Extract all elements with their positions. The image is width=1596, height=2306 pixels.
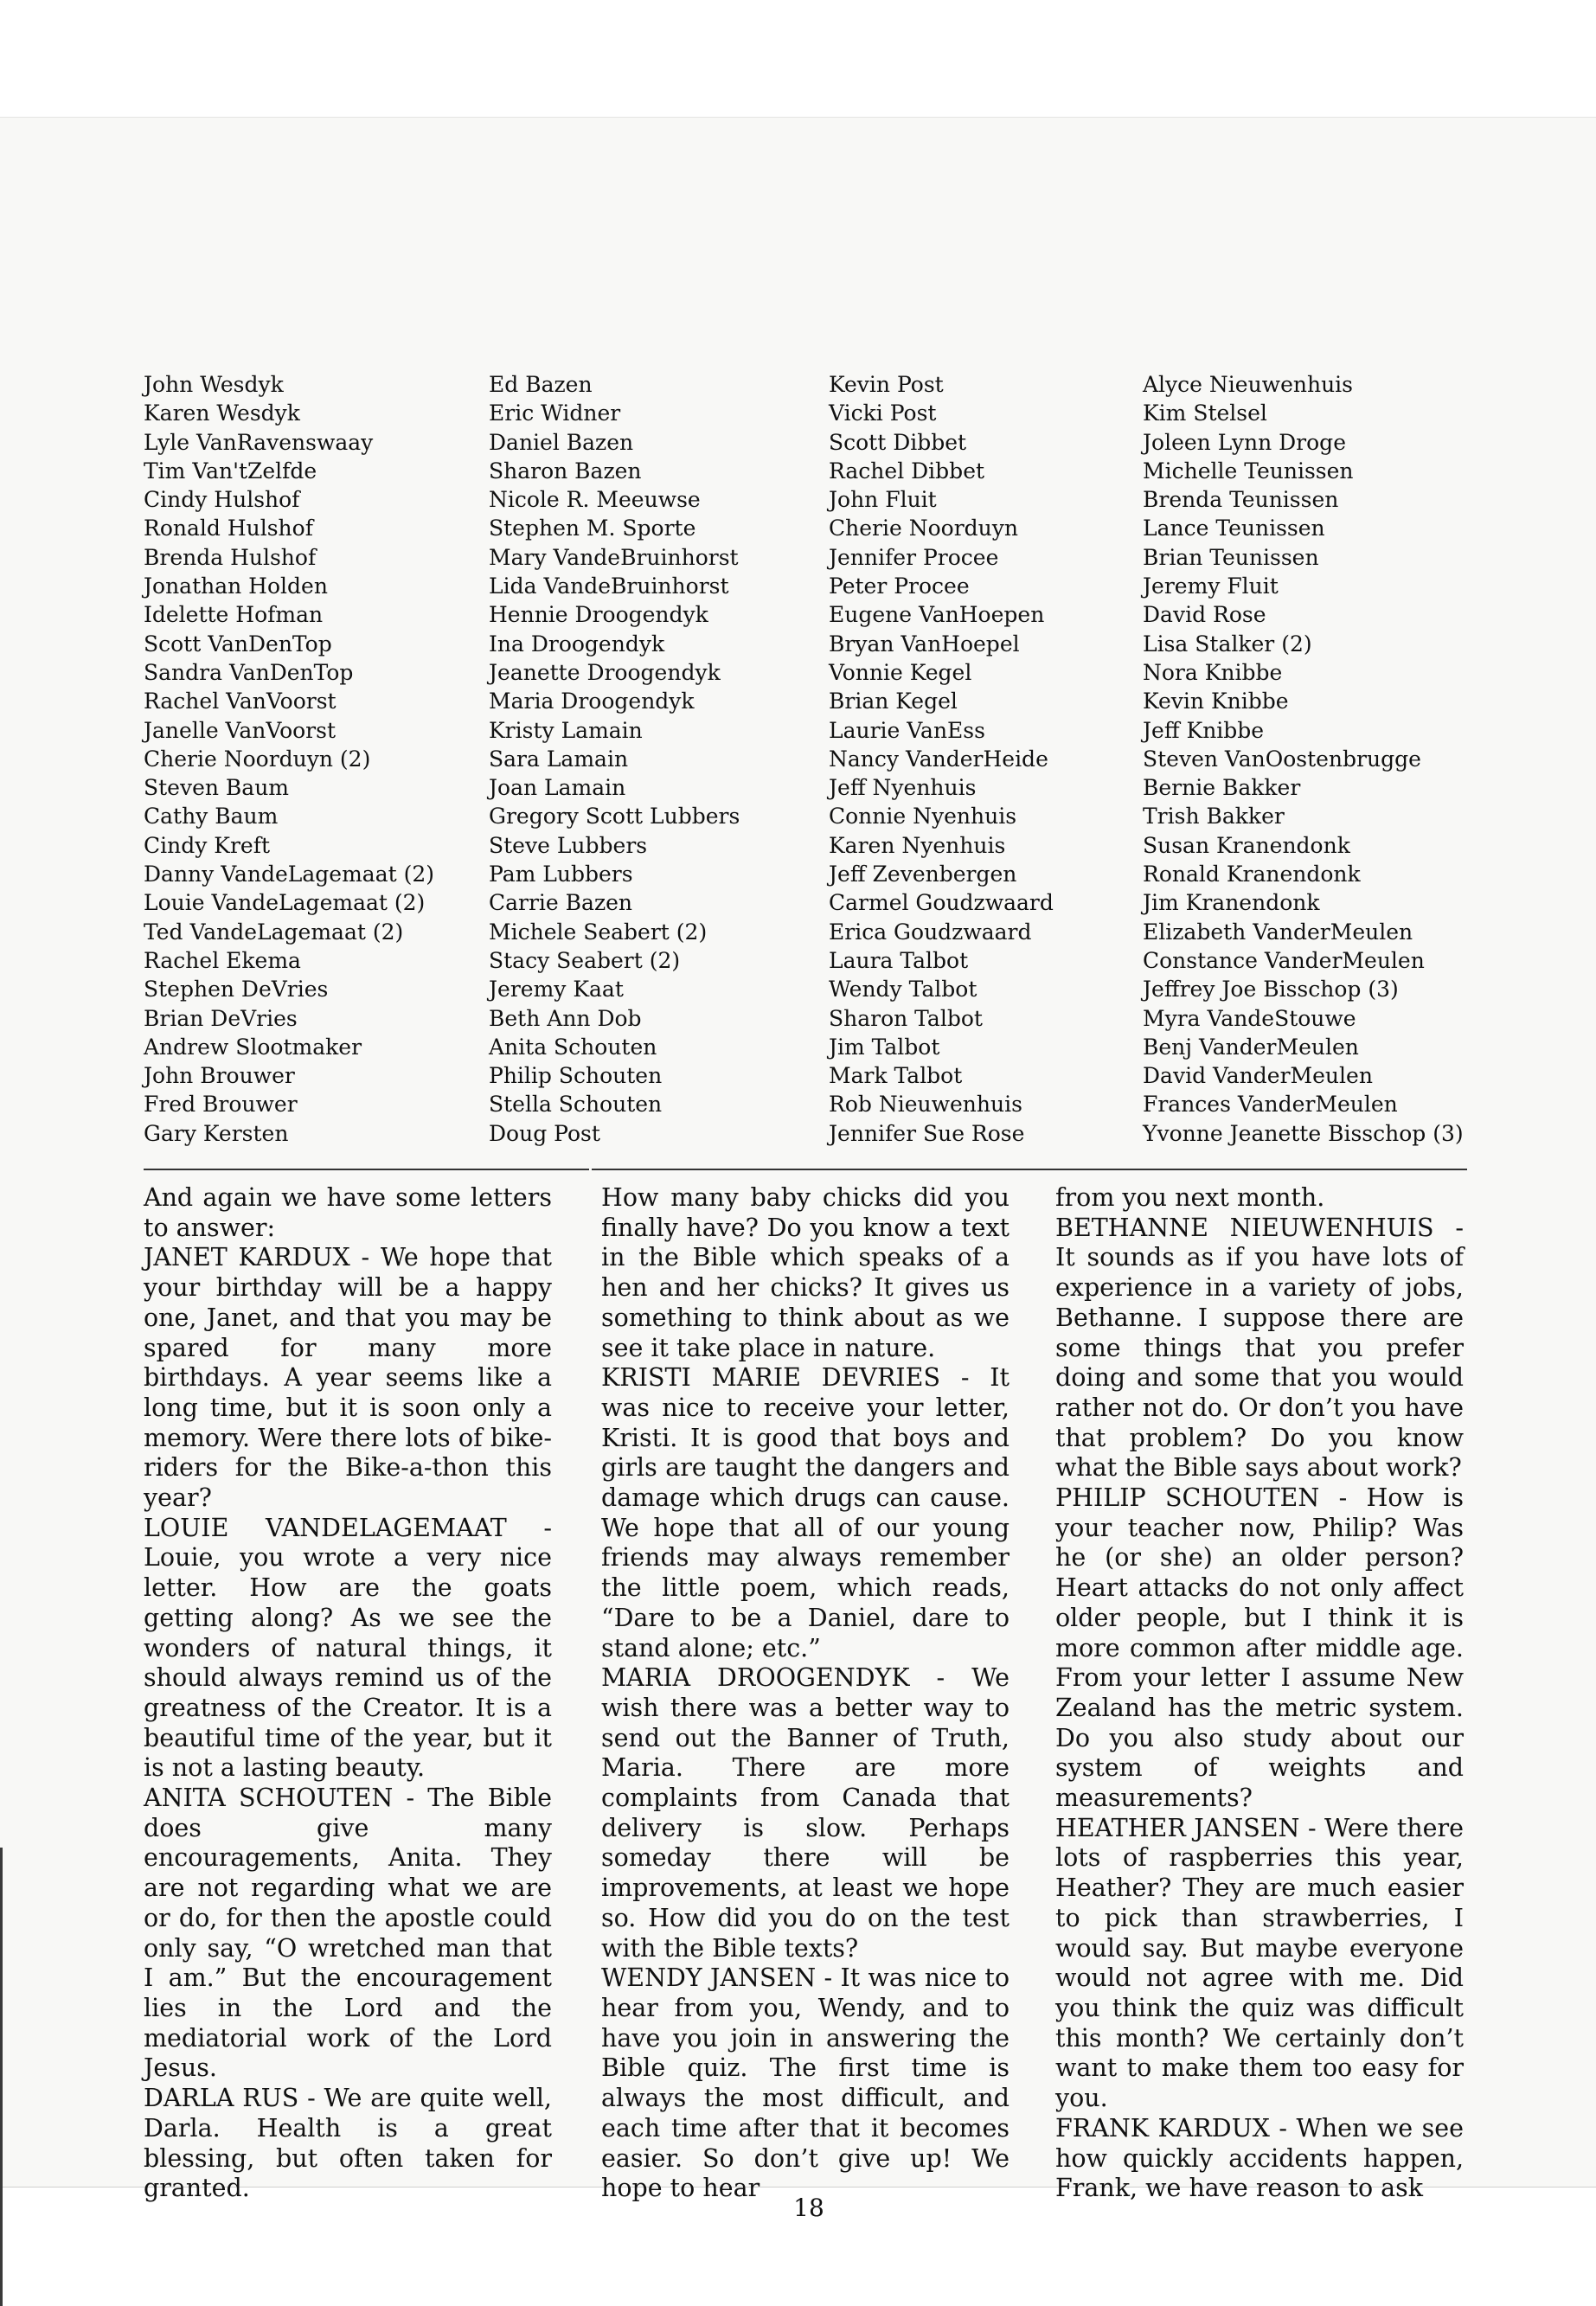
name-entry: Nicole R. Meeuwse (489, 487, 701, 513)
name-entry: Laura Talbot (829, 947, 969, 973)
name-entry: Stella Schouten (489, 1092, 663, 1118)
name-entry: Carmel Goudzwaard (829, 890, 1054, 916)
name-entry: Steve Lubbers (489, 832, 648, 858)
name-entry: Susan Kranendonk (1143, 832, 1350, 858)
name-entry: Stephen M. Sporte (489, 516, 696, 541)
name-entry: Laurie VanEss (829, 717, 985, 743)
letter-frank-kardux: FRANK KARDUX - When we see how quickly accidents happen, Frank, we have reason to ask (1055, 2113, 1464, 2203)
name-entry: Brenda Teunissen (1143, 487, 1339, 513)
letters-column-3 (1055, 1183, 1464, 2204)
letters-column-1 (144, 1183, 552, 2204)
name-entry: Cindy Hulshof (144, 487, 300, 513)
names-column-2 (489, 370, 740, 1148)
section-divider-right (592, 1169, 1467, 1170)
name-entry: Beth Ann Dob (489, 1005, 642, 1031)
name-entry: Sharon Talbot (829, 1005, 983, 1031)
name-entry: Cherie Noorduyn (2) (144, 746, 371, 772)
name-entry: Philip Schouten (489, 1063, 663, 1089)
name-entry: David Rose (1143, 602, 1266, 628)
letter-kristi-devries: KRISTI MARIE DEVRIES - It was nice to receive your letter, Kristi. It is good that boys and girls are taught the dangers and damage which drugs can cause. We hope that all of our young friends may always remember the little poem, which reads, “Dare to be a Daniel, dare to stand alone; etc.” (601, 1363, 1010, 1662)
name-entry: Kevin Knibbe (1143, 689, 1289, 714)
name-entry: Mary VandeBruinhorst (489, 544, 739, 570)
name-entry: Sara Lamain (489, 746, 629, 772)
name-entry: Ted VandeLagemaat (2) (144, 919, 404, 945)
scanned-page (0, 117, 1596, 2222)
name-entry: Fred Brouwer (144, 1092, 298, 1118)
names-column-3 (829, 370, 1054, 1148)
letter-heather-jansen: HEATHER JANSEN - Were there lots of raspberries this year, Heather? They are much easier to pick than strawberries, I would say. But maybe everyone would not agree with me. Did you think the quiz was difficult this month? We certainly don’t want to make them too easy for you. (1055, 1813, 1464, 2113)
name-entry: Steven Baum (144, 775, 290, 801)
letter-bethanne-nieuwenhuis: BETHANNE NIEUWENHUIS - It sounds as if you have lots of experience in a variety of jobs, Bethanne. I suppose there are some things that you prefer doing and some that you would rather not do. Or don’t you have that problem? Do you know what the Bible says about work? (1055, 1213, 1464, 1483)
name-entry: Gregory Scott Lubbers (489, 804, 740, 830)
name-entry: Gary Kersten (144, 1120, 289, 1146)
name-entry: Vonnie Kegel (829, 659, 972, 685)
name-entry: Jeff Zevenbergen (829, 862, 1017, 887)
name-entry: Brian Teunissen (1143, 544, 1319, 570)
name-entry: Stacy Seabert (2) (489, 947, 681, 973)
name-entry: Jeffrey Joe Bisschop (3) (1143, 977, 1399, 1002)
letters-column-2 (601, 1183, 1010, 2204)
name-entry: Ronald Kranendonk (1143, 862, 1361, 887)
name-entry: Alyce Nieuwenhuis (1143, 372, 1354, 397)
name-entry: Frances VanderMeulen (1143, 1092, 1398, 1118)
name-entry: Myra VandeStouwe (1143, 1005, 1356, 1031)
name-entry: Jennifer Procee (829, 544, 999, 570)
name-entry: Jonathan Holden (144, 573, 328, 599)
name-entry: Michele Seabert (2) (489, 919, 708, 945)
letter-janet-kardux: JANET KARDUX - We hope that your birthday will be a happy one, Janet, and that you may be spared for many more birthdays. A year seems like a long time, but it is soon only a memory. Were there lots of bike-riders for the Bike-a-thon this year? (144, 1243, 552, 1513)
name-entry: Doug Post (489, 1120, 600, 1146)
letter-philip-schouten: PHILIP SCHOUTEN - How is your teacher now, Philip? Was he (or she) an older person? Heart attacks do not only affect older people, but I think it is more common after middle age. From your letter I assume New Zealand has the metric system. Do you also study about our system of weights and measurements? (1055, 1483, 1464, 1813)
name-entry: Michelle Teunissen (1143, 458, 1354, 484)
letter-darla-rus-continued: How many baby chicks did you finally have? Do you know a text in the Bible which speaks of a hen and her chicks? It gives us something to think about as we see it take place in nature. (601, 1183, 1010, 1362)
name-entry: Mark Talbot (829, 1063, 963, 1089)
name-entry: Sandra VanDenTop (144, 659, 354, 685)
name-entry: Jim Talbot (829, 1034, 940, 1060)
name-entry: Andrew Slootmaker (144, 1034, 362, 1060)
name-entry: Cindy Kreft (144, 832, 271, 858)
name-entry: Brian DeVries (144, 1005, 298, 1031)
name-entry: Jennifer Sue Rose (829, 1120, 1025, 1146)
name-entry: Jeff Knibbe (1143, 717, 1265, 743)
name-entry: Idelette Hofman (144, 602, 324, 628)
letter-wendy-jansen: WENDY JANSEN - It was nice to hear from you, Wendy, and to have you join in answering the Bible quiz. The first time is always the most difficult, and each time after that it becomes easier. So don’t give up! We hope to hear (601, 1963, 1010, 2203)
name-entry: Constance VanderMeulen (1143, 947, 1425, 973)
name-entry: Stephen DeVries (144, 977, 329, 1002)
name-entry: Vicki Post (829, 400, 937, 426)
name-entry: Jeanette Droogendyk (489, 659, 721, 685)
name-entry: Scott Dibbet (829, 429, 967, 455)
name-entry: Eric Widner (489, 400, 621, 426)
name-entry: Jeff Nyenhuis (829, 775, 977, 801)
name-entry: Kristy Lamain (489, 717, 643, 743)
name-entry: Rachel Ekema (144, 947, 301, 973)
name-entry: Jim Kranendonk (1143, 890, 1320, 916)
name-entry: Peter Procee (829, 573, 970, 599)
names-column-4 (1143, 370, 1464, 1148)
letter-maria-droogendyk: MARIA DROOGENDYK - We wish there was a better way to send out the Banner of Truth, Maria. There are more complaints from Canada that delivery is slow. Perhaps someday there will be improvements, at least we hope so. How did you do on the test with the Bible texts? (601, 1663, 1010, 1963)
name-entry: Rachel VanVoorst (144, 689, 337, 714)
name-entry: Elizabeth VanderMeulen (1143, 919, 1413, 945)
name-entry: Nora Knibbe (1143, 659, 1283, 685)
name-entry: Danny VandeLagemaat (2) (144, 862, 435, 887)
name-entry: Cathy Baum (144, 804, 279, 830)
name-entry: Ed Bazen (489, 372, 593, 397)
name-entry: Tim Van'tZelfde (144, 458, 317, 484)
letter-anita-schouten: ANITA SCHOUTEN - The Bible does give many encouragements, Anita. They are not regarding what we are or do, for then the apostle could only say, “O wretched man that I am.” But the encouragement lies in the Lord and the mediatorial work of the Lord Jesus. (144, 1784, 552, 2083)
name-entry: Anita Schouten (489, 1034, 657, 1060)
name-entry: Ina Droogendyk (489, 631, 665, 657)
letter-darla-rus: DARLA RUS - We are quite well, Darla. Health is a great blessing, but often taken for granted. (144, 2084, 552, 2203)
name-entry: Connie Nyenhuis (829, 804, 1017, 830)
name-entry: John Fluit (829, 487, 937, 513)
name-entry: Karen Nyenhuis (829, 832, 1006, 858)
letter-louie-vandelagemaat: LOUIE VANDELAGEMAAT - Louie, you wrote a very nice letter. How are the goats getting along? As we see the wonders of natural things, it should always remind us of the greatness of the Creator. It is a beautiful time of the year, but it is not a lasting beauty. (144, 1513, 552, 1783)
name-entry: Lida VandeBruinhorst (489, 573, 729, 599)
name-entry: Nancy VanderHeide (829, 746, 1048, 772)
letters-intro: And again we have some letters to answer: (144, 1183, 552, 1242)
name-entry: Scott VanDenTop (144, 631, 332, 657)
name-entry: Brian Kegel (829, 689, 958, 714)
name-entry: Steven VanOostenbrugge (1143, 746, 1421, 772)
name-entry: Yvonne Jeanette Bisschop (3) (1143, 1120, 1464, 1146)
names-column-1 (144, 370, 434, 1148)
name-entry: Bernie Bakker (1143, 775, 1301, 801)
name-entry: Lance Teunissen (1143, 516, 1325, 541)
name-entry: Louie VandeLagemaat (2) (144, 890, 426, 916)
section-divider-left (144, 1169, 589, 1170)
name-entry: Sharon Bazen (489, 458, 642, 484)
name-entry: Jeremy Kaat (489, 977, 624, 1002)
name-entry: David VanderMeulen (1143, 1063, 1373, 1089)
name-entry: Joleen Lynn Droge (1143, 429, 1346, 455)
name-entry: Hennie Droogendyk (489, 602, 708, 628)
name-entry: Joan Lamain (489, 775, 626, 801)
name-entry: Daniel Bazen (489, 429, 634, 455)
name-entry: Karen Wesdyk (144, 400, 300, 426)
name-entry: Carrie Bazen (489, 890, 633, 916)
name-entry: Cherie Noorduyn (829, 516, 1018, 541)
name-entry: Wendy Talbot (829, 977, 977, 1002)
name-entry: Erica Goudzwaard (829, 919, 1032, 945)
page-number: 18 (793, 2194, 824, 2222)
name-entry: Jeremy Fluit (1143, 573, 1279, 599)
name-entry: Brenda Hulshof (144, 544, 317, 570)
name-entry: Eugene VanHoepen (829, 602, 1045, 628)
name-entry: Rob Nieuwenhuis (829, 1092, 1022, 1118)
name-entry: Benj VanderMeulen (1143, 1034, 1359, 1060)
name-entry: Lyle VanRavenswaay (144, 429, 374, 455)
letter-wendy-jansen-continued: from you next month. (1055, 1183, 1325, 1212)
name-entry: John Wesdyk (144, 372, 284, 397)
name-entry: Bryan VanHoepel (829, 631, 1020, 657)
name-entry: Ronald Hulshof (144, 516, 313, 541)
name-entry: Trish Bakker (1143, 804, 1285, 830)
scan-edge-shadow (0, 1848, 3, 2306)
name-entry: Maria Droogendyk (489, 689, 695, 714)
name-entry: Kim Stelsel (1143, 400, 1267, 426)
name-entry: John Brouwer (144, 1063, 295, 1089)
name-entry: Pam Lubbers (489, 862, 633, 887)
name-entry: Rachel Dibbet (829, 458, 985, 484)
name-entry: Kevin Post (829, 372, 944, 397)
name-entry: Janelle VanVoorst (144, 717, 337, 743)
name-entry: Lisa Stalker (2) (1143, 631, 1312, 657)
